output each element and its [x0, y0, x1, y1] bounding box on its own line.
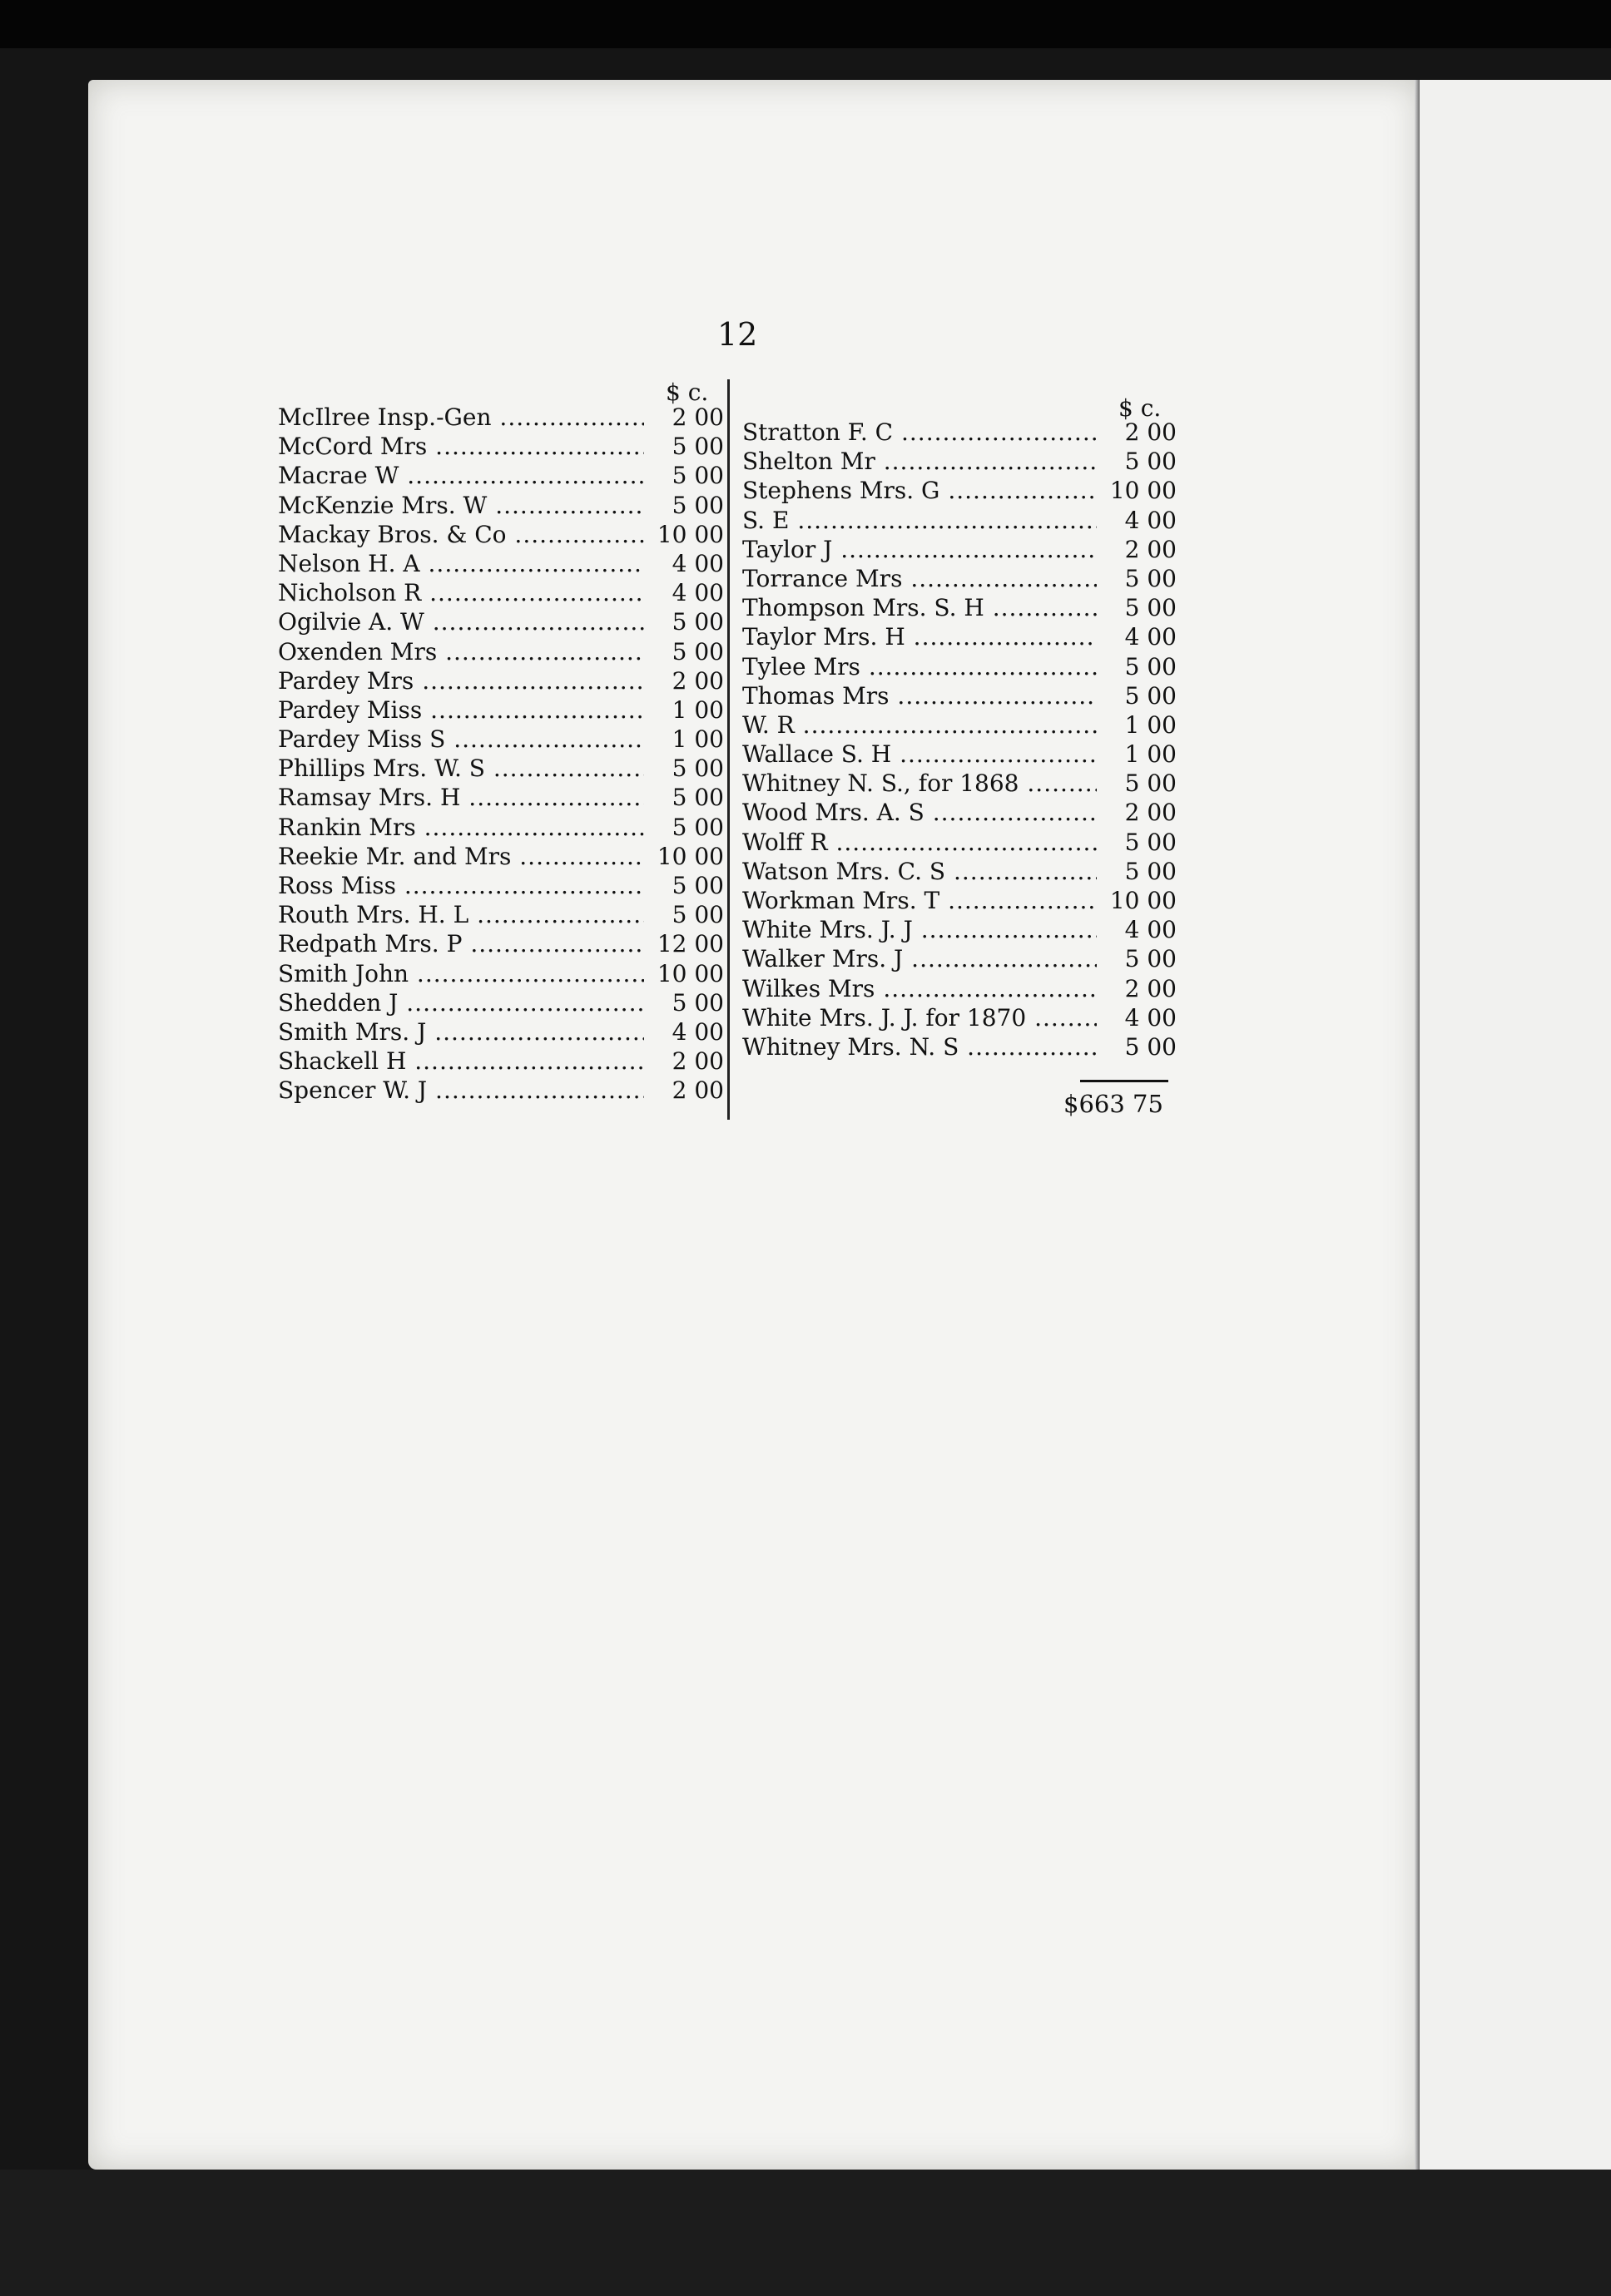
- subscriber-name: Macrae W .....: [278, 461, 644, 490]
- subscriber-row: [278, 491, 724, 520]
- column-divider: [727, 379, 730, 1120]
- subscriber-row: [278, 988, 724, 1017]
- subscriber-name: Thomas Mrs .....: [742, 681, 1097, 710]
- document-page: [88, 80, 1420, 2170]
- subscriber-name: Shedden J .....: [278, 988, 644, 1017]
- subscription-amount: 12 00: [657, 930, 724, 958]
- subscription-amount: 5 00: [672, 462, 724, 490]
- subscriber-name: Watson Mrs. C. S .....: [742, 857, 1097, 886]
- total-rule: [1080, 1080, 1168, 1082]
- subscriber-row: [742, 857, 1177, 886]
- subscriber-row: [278, 520, 724, 549]
- subscriber-name: White Mrs. J. J .....: [742, 915, 1097, 944]
- subscription-amount: 5 00: [1124, 945, 1177, 973]
- subscription-amount: 5 00: [672, 988, 724, 1017]
- right-currency-header: $ c.: [1118, 394, 1162, 422]
- subscription-amount: 5 00: [1124, 828, 1177, 856]
- subscriber-name: Pardey Miss .....: [278, 695, 644, 725]
- subscription-amount: 5 00: [672, 637, 724, 666]
- subscriber-row: [742, 798, 1177, 827]
- subscriber-row: [278, 607, 724, 636]
- subscription-amount: 1 00: [1124, 740, 1177, 769]
- subscription-amount: 2 00: [1124, 535, 1177, 563]
- subscriber-row: [278, 461, 724, 490]
- page-number: 12: [717, 316, 758, 353]
- subscriber-name: Phillips Mrs. W. S .....: [278, 754, 644, 783]
- subscriber-row: [742, 506, 1177, 535]
- subscriber-name: Stratton F. C .....: [742, 418, 1097, 447]
- subscription-amount: 4 00: [1124, 916, 1177, 944]
- subscriber-name: Wood Mrs. A. S .....: [742, 798, 1097, 827]
- subscriber-row: [742, 769, 1177, 798]
- subscriber-row: [742, 974, 1177, 1003]
- subscription-amount: 2 00: [672, 403, 724, 431]
- subscription-amount: 10 00: [657, 959, 724, 987]
- subscription-amount: 5 00: [1124, 448, 1177, 476]
- subscriber-row: [742, 740, 1177, 769]
- subscriber-name: Whitney Mrs. N. S .....: [742, 1032, 1097, 1061]
- left-currency-header: $ c.: [666, 379, 709, 406]
- subscriber-name: Spencer W. J .....: [278, 1076, 644, 1105]
- subscriber-row: [742, 447, 1177, 476]
- subscription-amount: 5 00: [1124, 594, 1177, 622]
- subscriber-row: [742, 564, 1177, 593]
- subscriber-row: [742, 535, 1177, 564]
- subscriber-row: [278, 900, 724, 929]
- subscriber-row: [278, 842, 724, 871]
- subscription-amount: 4 00: [672, 579, 724, 607]
- subscription-amount: 5 00: [1124, 769, 1177, 798]
- subscriber-row: [742, 886, 1177, 915]
- subscription-amount: 5 00: [672, 872, 724, 899]
- subscriber-row: [742, 915, 1177, 944]
- subscriber-name: Stephens Mrs. G .....: [742, 476, 1097, 505]
- subscription-amount: 5 00: [672, 901, 724, 929]
- subscriber-name: Pardey Miss S .....: [278, 725, 644, 754]
- subscription-amount: 5 00: [1124, 1032, 1177, 1061]
- subscriber-name: Pardey Mrs .....: [278, 666, 644, 695]
- subscription-amount: 2 00: [1124, 974, 1177, 1002]
- subscriber-row: [278, 813, 724, 842]
- subscriber-name: Torrance Mrs .....: [742, 564, 1097, 593]
- subscriber-row: [278, 725, 724, 754]
- right-subscriber-list: [742, 418, 1177, 1061]
- subscriber-row: [278, 403, 724, 432]
- subscription-amount: 1 00: [1124, 710, 1177, 739]
- subscription-amount: 2 00: [672, 666, 724, 695]
- subscription-amount: 4 00: [1124, 623, 1177, 651]
- subscription-amount: 1 00: [672, 695, 724, 724]
- subscription-amount: 4 00: [672, 1017, 724, 1046]
- subscriber-row: [278, 1017, 724, 1047]
- subscriber-row: [742, 1032, 1177, 1061]
- subscription-amount: 5 00: [1124, 652, 1177, 680]
- subscriber-name: Wolff R .....: [742, 828, 1097, 857]
- subscriber-name: White Mrs. J. J. for 1870 .....: [742, 1003, 1097, 1032]
- subscriber-row: [742, 418, 1177, 447]
- scanner-bottom-border: [0, 2170, 1611, 2296]
- subscription-amount: 5 00: [1124, 857, 1177, 885]
- subscription-amount: 1 00: [672, 725, 724, 754]
- subscriber-row: [742, 622, 1177, 651]
- subscriber-row: [278, 871, 724, 900]
- subscriber-name: Ross Miss .....: [278, 871, 644, 900]
- subscription-amount: 5 00: [672, 608, 724, 636]
- total-amount: $663 75: [1063, 1090, 1163, 1118]
- subscriber-row: [742, 1003, 1177, 1032]
- subscriber-row: [278, 432, 724, 461]
- subscription-amount: 5 00: [672, 433, 724, 461]
- subscriber-row: [742, 593, 1177, 622]
- subscription-amount: 5 00: [1124, 681, 1177, 710]
- subscriber-row: [742, 828, 1177, 857]
- subscriber-name: McCord Mrs .....: [278, 432, 644, 461]
- subscription-amount: 4 00: [672, 549, 724, 577]
- subscriber-row: [278, 1047, 724, 1076]
- left-subscriber-list: [278, 403, 724, 1106]
- subscription-amount: 5 00: [672, 813, 724, 841]
- subscriber-name: Routh Mrs. H. L .....: [278, 900, 644, 929]
- subscription-amount: 2 00: [1124, 418, 1177, 446]
- subscriber-name: Tylee Mrs .....: [742, 652, 1097, 681]
- subscriber-name: Ogilvie A. W .....: [278, 607, 644, 636]
- subscription-amount: 10 00: [1109, 477, 1177, 505]
- subscription-amount: 5 00: [672, 755, 724, 783]
- subscriber-name: Taylor J .....: [742, 535, 1097, 564]
- subscription-amount: 10 00: [1109, 887, 1177, 914]
- subscriber-name: Rankin Mrs .....: [278, 813, 644, 842]
- subscriber-name: Smith John .....: [278, 959, 644, 988]
- subscriber-row: [278, 1076, 724, 1105]
- subscriber-row: [278, 783, 724, 812]
- subscriber-row: [742, 476, 1177, 505]
- subscriber-row: [278, 929, 724, 958]
- subscriber-name: Nelson H. A .....: [278, 549, 644, 578]
- subscriber-name: Wallace S. H .....: [742, 740, 1097, 769]
- subscriber-name: Whitney N. S., for 1868 .....: [742, 769, 1097, 798]
- subscriber-row: [278, 637, 724, 666]
- subscription-amount: 10 00: [657, 842, 724, 870]
- subscriber-name: McKenzie Mrs. W .....: [278, 491, 644, 520]
- facing-page-edge: [1420, 80, 1611, 2170]
- subscription-amount: 10 00: [657, 520, 724, 548]
- subscription-amount: 2 00: [1124, 799, 1177, 827]
- subscriber-name: Workman Mrs. T .....: [742, 886, 1097, 915]
- subscriber-name: S. E .....: [742, 506, 1097, 535]
- subscriber-name: Taylor Mrs. H .....: [742, 622, 1097, 651]
- subscription-amount: 5 00: [672, 784, 724, 812]
- subscriber-name: W. R .....: [742, 710, 1097, 740]
- subscriber-row: [278, 666, 724, 695]
- subscription-amount: 2 00: [672, 1047, 724, 1076]
- subscription-amount: 5 00: [672, 491, 724, 519]
- scanner-top-border: [0, 0, 1611, 48]
- subscriber-name: Mackay Bros. & Co .....: [278, 520, 644, 549]
- subscriber-name: Smith Mrs. J .....: [278, 1017, 644, 1047]
- subscriber-row: [742, 710, 1177, 740]
- subscriber-row: [278, 959, 724, 988]
- subscriber-row: [278, 578, 724, 607]
- subscriber-name: Nicholson R .....: [278, 578, 644, 607]
- subscriber-row: [278, 695, 724, 725]
- subscriber-name: Wilkes Mrs .....: [742, 974, 1097, 1003]
- subscription-amount: 4 00: [1124, 1003, 1177, 1032]
- subscriber-name: Walker Mrs. J .....: [742, 944, 1097, 973]
- subscriber-row: [742, 944, 1177, 973]
- subscriber-name: Oxenden Mrs .....: [278, 637, 644, 666]
- subscriber-name: Reekie Mr. and Mrs .....: [278, 842, 644, 871]
- subscription-amount: 2 00: [672, 1076, 724, 1105]
- subscriber-row: [742, 681, 1177, 710]
- subscriber-name: Shelton Mr .....: [742, 447, 1097, 476]
- subscriber-row: [278, 754, 724, 783]
- subscriber-name: Ramsay Mrs. H .....: [278, 783, 644, 812]
- subscriber-row: [742, 652, 1177, 681]
- subscription-amount: 4 00: [1124, 506, 1177, 534]
- subscription-amount: 5 00: [1124, 564, 1177, 592]
- subscriber-name: Redpath Mrs. P .....: [278, 929, 644, 958]
- subscriber-name: Thompson Mrs. S. H .....: [742, 593, 1097, 622]
- subscriber-name: Shackell H .....: [278, 1047, 644, 1076]
- subscriber-name: McIlree Insp.-Gen .....: [278, 403, 644, 432]
- subscriber-row: [278, 549, 724, 578]
